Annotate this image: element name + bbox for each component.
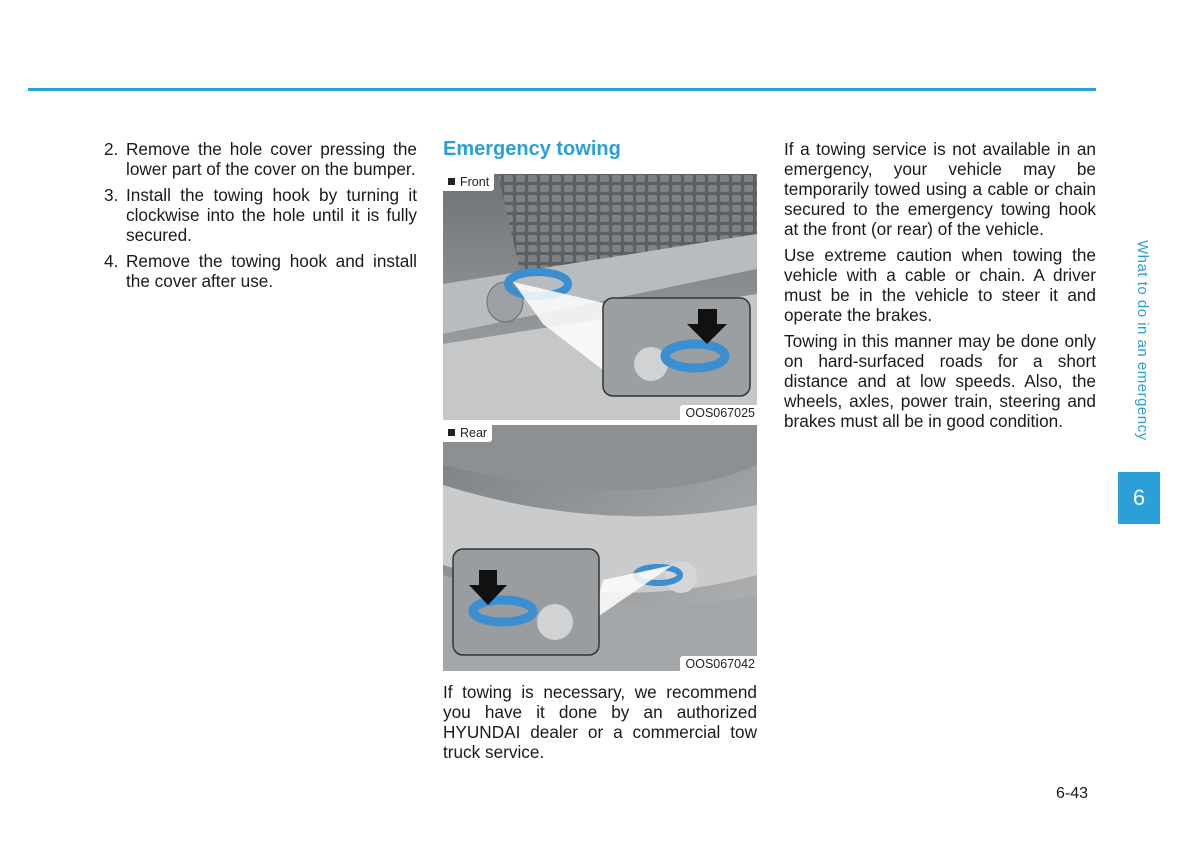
figure-tag-label: Rear: [460, 426, 488, 440]
section-heading: Emergency towing: [443, 138, 621, 160]
square-bullet-icon: [448, 178, 455, 185]
step-number: 4.: [104, 251, 119, 271]
figure-tag-label: Front: [460, 175, 490, 189]
chapter-number-tab: 6: [1118, 472, 1160, 524]
right-column: [784, 139, 1096, 437]
body-paragraph: Towing in this manner may be done only on hard-surfaced roads for a short distance and at low speeds. Also, the wheels, axles, power train, steering and brakes must all be in good condition.: [784, 331, 1096, 431]
step-number: 3.: [104, 185, 119, 205]
figure-code: OOS067042: [680, 656, 758, 671]
body-paragraph: Use extreme caution when towing the vehicle with a cable or chain. A driver must be in the vehicle to steer it and operate the brakes.: [784, 245, 1096, 325]
rear-towing-figure: [443, 425, 757, 671]
body-paragraph: If towing is necessary, we recommend you have it done by an authorized HYUNDAI dealer or a commercial tow truck service.: [443, 682, 757, 762]
step-text: Install the towing hook by turning it clockwise into the hole until it is fully secured.: [126, 185, 417, 245]
towing-hook-steps: [104, 139, 417, 291]
body-paragraph: If a towing service is not available in an emergency, your vehicle may be temporarily towed using a cable or chain secured to the emergency towing hook at the front (or rear) of the vehicle.: [784, 139, 1096, 239]
left-column: [104, 139, 417, 297]
step-item: [104, 185, 417, 245]
step-item: [104, 139, 417, 179]
header-rule: [28, 88, 1096, 91]
figure-code: OOS067025: [680, 405, 758, 420]
rear-bumper-illustration: [443, 425, 757, 671]
step-number: 2.: [104, 139, 119, 159]
page-number: 6-43: [1056, 785, 1089, 802]
figure-tag: [443, 425, 492, 442]
step-text: Remove the towing hook and install the cover after use.: [126, 251, 417, 291]
middle-column-text: [443, 682, 757, 768]
front-towing-figure: [443, 174, 757, 420]
square-bullet-icon: [448, 429, 455, 436]
step-text: Remove the hole cover pressing the lower part of the cover on the bumper.: [126, 139, 417, 179]
figure-tag: [443, 174, 494, 191]
step-item: [104, 251, 417, 291]
chapter-side-label: What to do in an emergency: [1134, 240, 1151, 441]
front-bumper-illustration: [443, 174, 757, 420]
